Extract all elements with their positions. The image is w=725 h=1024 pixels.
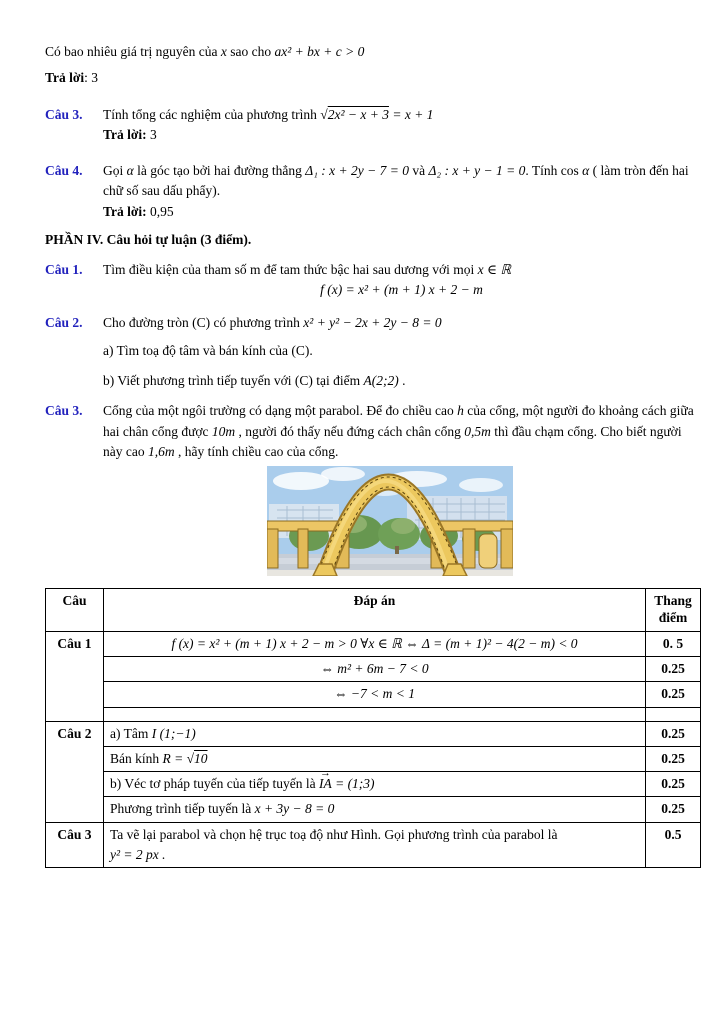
cau2-step4-score: 0.25 xyxy=(646,797,701,822)
question-label: Câu 3. xyxy=(45,403,83,419)
point-A: A(2;2) xyxy=(363,373,399,388)
answer-label: Trả lời xyxy=(45,70,85,86)
question-cau3-essay xyxy=(45,401,700,462)
table-row xyxy=(46,746,701,771)
cau1-step3-formula: ⇔ −7 < m < 1 xyxy=(104,682,646,707)
question-label: Câu 3. xyxy=(45,106,83,122)
cau1-step3-score: 0.25 xyxy=(646,682,701,707)
cau2-step2-score: 0.25 xyxy=(646,746,701,771)
intro-question-line xyxy=(45,42,700,62)
text-5: ( làm tròn đến hai chữ số sau dấu phẩy). xyxy=(103,163,689,199)
part-a-line: a) Tìm toạ độ tâm và bán kính của (C). xyxy=(103,342,313,358)
circle-equation: x² + y² − 2x + 2y − 8 = 0 xyxy=(303,314,442,330)
sqrt-content: 2x² − x + 3 xyxy=(327,106,389,122)
cau1-step2-score: 0.25 xyxy=(646,657,701,682)
question-text xyxy=(103,401,700,462)
part4-heading: PHẦN IV. Câu hỏi tự luận (3 điểm). xyxy=(45,231,252,247)
question-body xyxy=(103,105,700,146)
cau3-solution xyxy=(104,822,646,868)
question-label: Câu 2. xyxy=(45,314,83,330)
question-cau1-essay xyxy=(45,260,700,301)
value-05m: 0,5m xyxy=(464,423,491,439)
cau2-step3-score: 0.25 xyxy=(646,772,701,797)
text: b) Véc tơ pháp tuyến của tiếp tuyến là xyxy=(110,776,319,791)
var-h: h xyxy=(457,403,464,419)
value-10m: 10m xyxy=(211,423,236,439)
radius-prefix: R = √ xyxy=(162,750,195,766)
answer-label: Trả lời: xyxy=(103,126,147,142)
table-empty-row xyxy=(46,707,701,721)
cau2-step3 xyxy=(104,772,646,797)
row-label-cau2: Câu 2 xyxy=(46,721,104,822)
question-body xyxy=(103,313,700,392)
sqrt-sign: √ xyxy=(320,106,328,122)
question-text-line xyxy=(103,105,700,125)
line-delta1-formula: Δ₁ : x + 2y − 7 = 0 xyxy=(305,163,409,178)
question-label: Câu 1. xyxy=(45,262,83,277)
formula-rhs: = x + 1 xyxy=(388,106,434,122)
header-dapan: Đáp án xyxy=(104,589,646,632)
vector-value: = (1;3) xyxy=(331,776,375,791)
text: Cho đường tròn (C) có phương trình xyxy=(103,314,304,330)
text: Tìm điều kiện của tham số m để tam thức bậc hai sau dương với mọi xyxy=(103,262,478,277)
text-2: là góc tạo bởi hai đường thẳng xyxy=(133,163,306,178)
table-row xyxy=(46,721,701,746)
question-cau2-essay xyxy=(45,313,700,392)
empty-cell xyxy=(646,707,701,721)
cau2-step1-score: 0.25 xyxy=(646,721,701,746)
school-gate-image xyxy=(267,466,513,576)
text-1: Cổng của một ngôi trường có dạng một parabol. Để đo chiều cao xyxy=(103,403,458,419)
table-row xyxy=(46,772,701,797)
period: . xyxy=(398,373,406,388)
answer-value: 0,95 xyxy=(146,203,174,219)
table-header-row xyxy=(46,589,701,632)
part-b-line xyxy=(103,371,700,391)
row-label-cau1: Câu 1 xyxy=(46,631,104,721)
table-row xyxy=(46,822,701,868)
text-2: của cổng, một người đo khoảng cách giữa hai chân cổng được xyxy=(103,403,694,439)
table-row xyxy=(46,631,701,656)
empty-cell xyxy=(104,707,646,721)
cau2-step2 xyxy=(104,746,646,771)
question-body xyxy=(103,401,700,462)
text-1: Gọi xyxy=(103,163,127,178)
text-3: , người đó thấy nếu đứng cách chân cổng xyxy=(235,423,465,439)
text: b) Viết phương trình tiếp tuyến với (C) tại điểm xyxy=(103,373,364,388)
answer-line xyxy=(103,202,700,222)
cau1-step2-formula: ⇔ m² + 6m − 7 < 0 xyxy=(104,657,646,682)
sqrt-content: 10 xyxy=(194,750,208,766)
text: Tính tổng các nghiệm của phương trình xyxy=(103,106,321,122)
header-thangdiem: Thang điểm xyxy=(646,589,701,632)
cau1-step1-score: 0. 5 xyxy=(646,631,701,656)
text: a) Tâm xyxy=(110,725,152,741)
table-row xyxy=(46,682,701,707)
question-text-line xyxy=(103,313,700,333)
answer-value: : 3 xyxy=(84,70,98,86)
table-row xyxy=(46,797,701,822)
intro-var-x: x xyxy=(220,44,227,59)
answer-value: 3 xyxy=(146,126,157,142)
question-cau4 xyxy=(45,161,700,222)
answer-key-table xyxy=(45,588,701,868)
text: Ta vẽ lại parabol và chọn hệ trục toạ độ như Hình. Gọi phương trình của parabol là xyxy=(110,826,558,842)
value-16m: 1,6m xyxy=(147,443,175,459)
intro-formula: ax² + bx + c > 0 xyxy=(274,44,365,59)
parabola-equation: y² = 2 px . xyxy=(110,846,166,862)
x-in-R: x ∈ ℝ xyxy=(477,262,512,277)
var-alpha-2: α xyxy=(582,163,590,178)
centered-formula: f (x) = x² + (m + 1) x + 2 − m xyxy=(320,282,483,298)
question-text-line xyxy=(103,161,700,202)
question-body xyxy=(103,260,700,301)
intro-text-2: sao cho xyxy=(226,44,275,59)
question-label: Câu 4. xyxy=(45,163,83,178)
answer-line xyxy=(103,125,700,145)
header-cau: Câu xyxy=(46,589,104,632)
vector-IA: IA → xyxy=(319,774,332,794)
text: Phương trình tiếp tuyến là xyxy=(110,801,255,817)
intro-text-1: Có bao nhiêu giá trị nguyên của xyxy=(45,44,221,59)
cau2-step1 xyxy=(104,721,646,746)
text: Bán kính xyxy=(110,750,163,766)
question-cau3-short xyxy=(45,105,700,146)
text-3: và xyxy=(408,163,429,178)
cau1-step1-formula: f (x) = x² + (m + 1) x + 2 − m > 0 ∀x ∈ ℝ ⇔ Δ = (m + 1)² − 4(2 − m) < 0 xyxy=(104,631,646,656)
text-4: thì đầu chạm cổng. Cho biết người này cao xyxy=(103,423,682,459)
line-delta2-formula: Δ₂ : x + y − 1 = 0 xyxy=(428,163,526,178)
cau2-step4 xyxy=(104,797,646,822)
intro-answer-line xyxy=(45,68,700,88)
text-5: , hãy tính chiều cao của cổng. xyxy=(174,443,339,459)
question-text-line xyxy=(103,260,700,280)
center-I: I (1;−1) xyxy=(151,725,196,741)
tangent-equation: x + 3y − 8 = 0 xyxy=(254,801,335,817)
question-body xyxy=(103,161,700,222)
cau3-score: 0.5 xyxy=(646,822,701,868)
row-label-cau3: Câu 3 xyxy=(46,822,104,868)
var-alpha: α xyxy=(126,163,134,178)
text-4: . Tính cos xyxy=(525,163,583,178)
table-row xyxy=(46,657,701,682)
answer-label: Trả lời: xyxy=(103,203,147,219)
